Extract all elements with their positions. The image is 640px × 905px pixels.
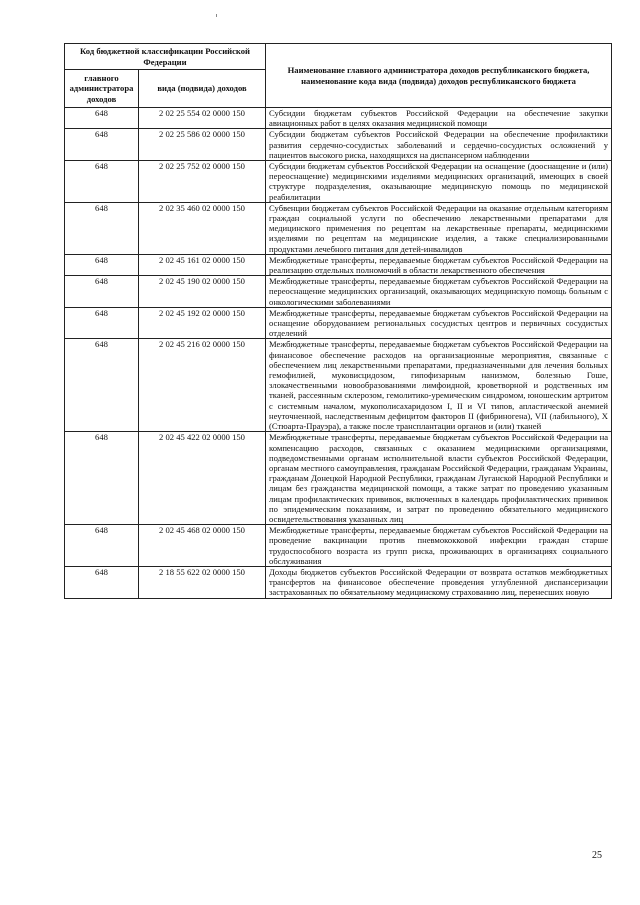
table-row: [65, 202, 612, 254]
table-row: [65, 525, 612, 567]
admin-code-cell: 648: [65, 339, 139, 432]
income-code-cell: 2 02 45 192 02 0000 150: [139, 307, 266, 339]
admin-code-cell: 648: [65, 108, 139, 129]
income-code-cell: 2 02 25 752 02 0000 150: [139, 161, 266, 203]
income-name-cell: Межбюджетные трансферты, передаваемые бюджетам субъектов Российской Федерации на финансовое обеспечение расходов на организационные мероприятия, связанные с обеспечением лиц лекарственными препаратами, предназначенными для лечения больных гемофилией, муковисцидозом, гипофизарным нанизмом, болезнью Гоше, злокачественными новообразованиями лимфоидной, кроветворной и родственных им тканей, рассеянным склерозом, гемолитико-уремическим синдромом, юношеским артритом с системным началом, мукополисахаридозом I, II и VI типов, апластической анемией неуточненной, наследственным дефицитом факторов II (фибриногена), VII (лабильного), X (Стюарта-Прауэра), а также после трансплантации органов и (или) тканей: [266, 339, 612, 432]
income-code-cell: 2 02 45 190 02 0000 150: [139, 276, 266, 308]
income-code-cell: 2 18 55 622 02 0000 150: [139, 566, 266, 598]
income-code-cell: 2 02 45 422 02 0000 150: [139, 432, 266, 525]
table-row: [65, 339, 612, 432]
income-name-cell: Межбюджетные трансферты, передаваемые бюджетам субъектов Российской Федерации на переоснащение медицинских организаций, оказывающих медицинскую помощь больным с онкологическими заболеваниями: [266, 276, 612, 308]
table-row: [65, 566, 612, 598]
income-code-cell: 2 02 25 586 02 0000 150: [139, 129, 266, 161]
income-code-cell: 2 02 45 161 02 0000 150: [139, 254, 266, 275]
table-row: [65, 307, 612, 339]
income-name-cell: Межбюджетные трансферты, передаваемые бюджетам субъектов Российской Федерации на реализацию отдельных полномочий в области лекарственного обеспечения: [266, 254, 612, 275]
scan-mark: [216, 14, 217, 17]
table-row: [65, 254, 612, 275]
admin-code-cell: 648: [65, 129, 139, 161]
income-code-cell: 2 02 35 460 02 0000 150: [139, 202, 266, 254]
income-name-cell: Субсидии бюджетам субъектов Российской Федерации на обеспечение закупки авиационных работ в целях оказания медицинской помощи: [266, 108, 612, 129]
income-name-cell: Субсидии бюджетам субъектов Российской Федерации на обеспечение профилактики развития сердечно-сосудистых заболеваний и сердечно-сосудистых осложнений у пациентов высокого риска, находящихся на диспансерном наблюдении: [266, 129, 612, 161]
admin-code-cell: 648: [65, 276, 139, 308]
admin-code-cell: 648: [65, 202, 139, 254]
admin-code-cell: 648: [65, 432, 139, 525]
budget-classification-table: [64, 43, 612, 599]
admin-code-cell: 648: [65, 525, 139, 567]
income-code-cell: 2 02 45 468 02 0000 150: [139, 525, 266, 567]
admin-code-cell: 648: [65, 307, 139, 339]
table-row: [65, 161, 612, 203]
admin-code-cell: 648: [65, 161, 139, 203]
income-name-cell: Межбюджетные трансферты, передаваемые бюджетам субъектов Российской Федерации на оснащение оборудованием региональных сосудистых центров и первичных сосудистых отделений: [266, 307, 612, 339]
admin-code-cell: 648: [65, 254, 139, 275]
header-admin-column: главного администратора доходов: [65, 70, 139, 108]
table-body: [65, 108, 612, 599]
header-kind-column: вида (подвида) доходов: [139, 70, 266, 108]
table-row: [65, 432, 612, 525]
admin-code-cell: 648: [65, 566, 139, 598]
page-number: 25: [592, 850, 602, 861]
income-code-cell: 2 02 45 216 02 0000 150: [139, 339, 266, 432]
header-code-group: Код бюджетной классификации Российской Федерации: [65, 44, 266, 70]
header-name-column: Наименование главного администратора доходов республиканского бюджета, наименование кода вида (подвида) доходов республиканского бюджета: [266, 44, 612, 108]
income-name-cell: Доходы бюджетов субъектов Российской Федерации от возврата остатков межбюджетных трансфертов на финансовое обеспечение проведения углубленной диспансеризации застрахованных по обязательному медицинскому страхованию лиц, перенесших новую: [266, 566, 612, 598]
table-row: [65, 108, 612, 129]
income-name-cell: Субвенции бюджетам субъектов Российской Федерации на оказание отдельным категориям граждан социальной услуги по обеспечению лекарственными препаратами для медицинского применения по рецептам на лекарственные препараты, медицинскими изделиями по рецептам на медицинские изделия, а также специализированными продуктами лечебного питания для детей-инвалидов: [266, 202, 612, 254]
income-name-cell: Межбюджетные трансферты, передаваемые бюджетам субъектов Российской Федерации на компенсацию расходов, связанных с оказанием медицинскими организациями, подведомственными органам исполнительной власти субъектов Российской Федерации, органам местного самоуправления, гражданам Российской Федерации, гражданам Украины, гражданам Донецкой Народной Республики, гражданам Луганской Народной Республики и лицам без гражданства медицинской помощи, а также затрат по проведению указанным лицам профилактических прививок, включенных в календарь профилактических прививок по эпидемическим показаниям, и затрат по проведению обязательного медицинского освидетельствования указанных лиц: [266, 432, 612, 525]
income-name-cell: Межбюджетные трансферты, передаваемые бюджетам субъектов Российской Федерации на проведение вакцинации против пневмококковой инфекции граждан старше трудоспособного возраста из групп риска, проживающих в организациях социального обслуживания: [266, 525, 612, 567]
table-row: [65, 129, 612, 161]
income-code-cell: 2 02 25 554 02 0000 150: [139, 108, 266, 129]
income-name-cell: Субсидии бюджетам субъектов Российской Федерации на оснащение (дооснащение и (или) переоснащение) медицинскими изделиями медицинских организаций, имеющих в своей структуре подразделения, оказывающие медицинскую помощь по медицинской реабилитации: [266, 161, 612, 203]
table-row: [65, 276, 612, 308]
